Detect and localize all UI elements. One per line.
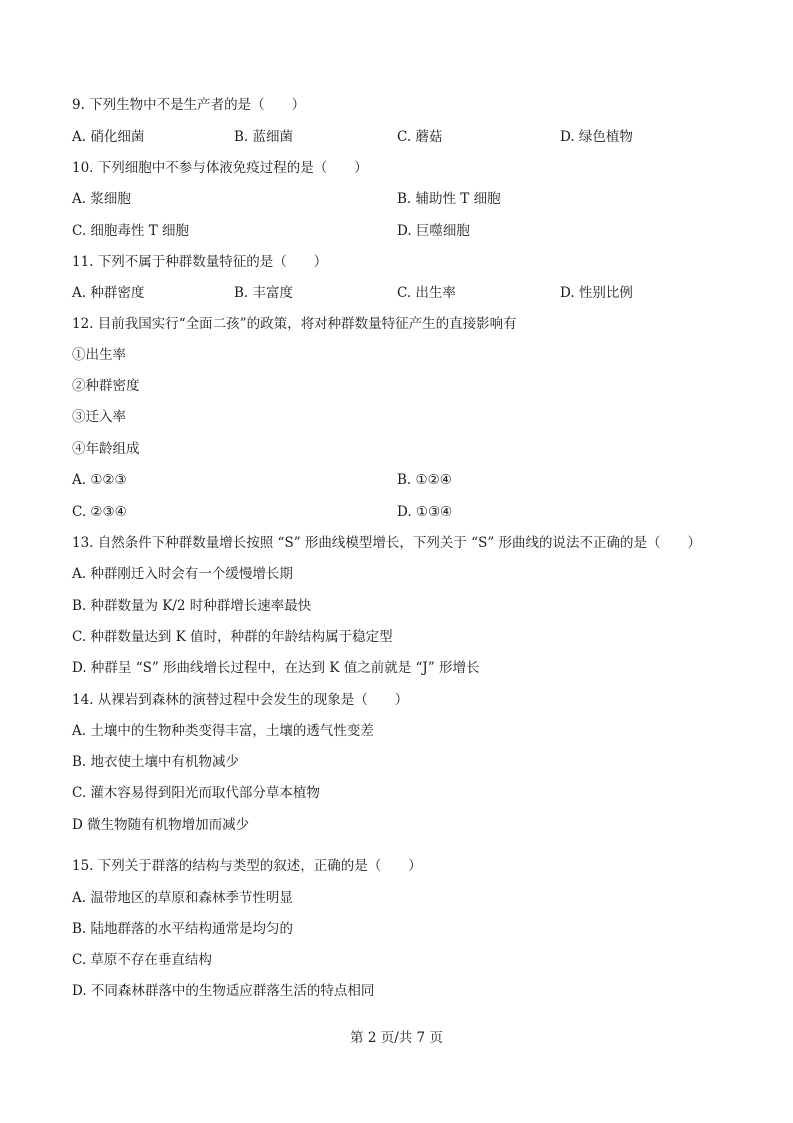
option-b: B. 丰富度: [234, 285, 294, 301]
question-11-stem: 11. 下列不属于种群数量特征的是（ ）: [72, 254, 328, 270]
question-14-option-d: D 微生物随有机物增加而减少: [72, 817, 250, 833]
question-14-option-b: B. 地衣使土壤中有机物减少: [72, 754, 240, 770]
option-d: D. ①③④: [397, 504, 453, 520]
option-a: A. ①②③: [72, 472, 127, 488]
option-c: C. 蘑菇: [397, 129, 443, 145]
option-d: D. 绿色植物: [560, 129, 633, 145]
question-13-option-d: D. 种群呈 “S” 形曲线增长过程中，在达到 K 值之前就是 “J” 形增长: [72, 660, 480, 676]
option-a: A. 浆细胞: [72, 191, 131, 207]
question-12-options-row1: [72, 471, 732, 489]
option-c: C. 细胞毒性 T 细胞: [72, 223, 190, 239]
question-12-stem: 12. 目前我国实行“全面二孩”的政策，将对种群数量特征产生的直接影响有: [72, 316, 517, 332]
question-15-option-b: B. 陆地群落的水平结构通常是均匀的: [72, 921, 294, 937]
option-a: A. 种群密度: [72, 285, 145, 301]
question-12-item-1: ①出生率: [72, 347, 126, 363]
question-13-option-b: B. 种群数量为 K/2 时种群增长速率最快: [72, 598, 312, 614]
option-b: B. 蓝细菌: [234, 129, 294, 145]
question-12-item-2: ②种群密度: [72, 378, 140, 394]
question-9-stem: 9. 下列生物中不是生产者的是（ ）: [72, 97, 306, 113]
question-13-option-a: A. 种群刚迁入时会有一个缓慢增长期: [72, 566, 293, 582]
option-b: B. ①②④: [397, 472, 452, 488]
question-10-options-row2: [72, 222, 732, 240]
question-15-option-a: A. 温带地区的草原和森林季节性明显: [72, 890, 293, 906]
page-footer: 第 2 页/共 7 页: [350, 1030, 443, 1046]
option-d: D. 巨噬细胞: [397, 223, 470, 239]
question-14-stem: 14. 从裸岩到森林的演替过程中会发生的现象是（ ）: [72, 692, 409, 708]
question-12-item-3: ③迁入率: [72, 409, 126, 425]
question-15-stem: 15. 下列关于群落的结构与类型的叙述，正确的是（ ）: [72, 858, 422, 874]
question-12-options-row2: [72, 503, 732, 521]
question-10-stem: 10. 下列细胞中不参与体液免疫过程的是（ ）: [72, 160, 368, 176]
question-13-stem: 13. 自然条件下种群数量增长按照 “S” 形曲线模型增长，下列关于 “S” 形曲线的说法不正确的是（ ）: [72, 535, 702, 551]
option-c: C. 出生率: [397, 285, 456, 301]
question-14-option-c: C. 灌木容易得到阳光而取代部分草本植物: [72, 785, 320, 801]
option-b: B. 辅助性 T 细胞: [397, 191, 501, 207]
question-15-option-d: D. 不同森林群落中的生物适应群落生活的特点相同: [72, 983, 375, 999]
question-9-options: [72, 128, 732, 146]
question-11-options: [72, 284, 732, 302]
question-13-option-c: C. 种群数量达到 K 值时，种群的年龄结构属于稳定型: [72, 629, 393, 645]
question-12-item-4: ④年龄组成: [72, 441, 140, 457]
option-c: C. ②③④: [72, 504, 127, 520]
option-a: A. 硝化细菌: [72, 129, 145, 145]
question-15-option-c: C. 草原不存在垂直结构: [72, 952, 212, 968]
option-d: D. 性别比例: [560, 285, 633, 301]
question-10-options-row1: [72, 190, 732, 208]
question-14-option-a: A. 土壤中的生物种类变得丰富，土壤的透气性变差: [72, 723, 374, 739]
